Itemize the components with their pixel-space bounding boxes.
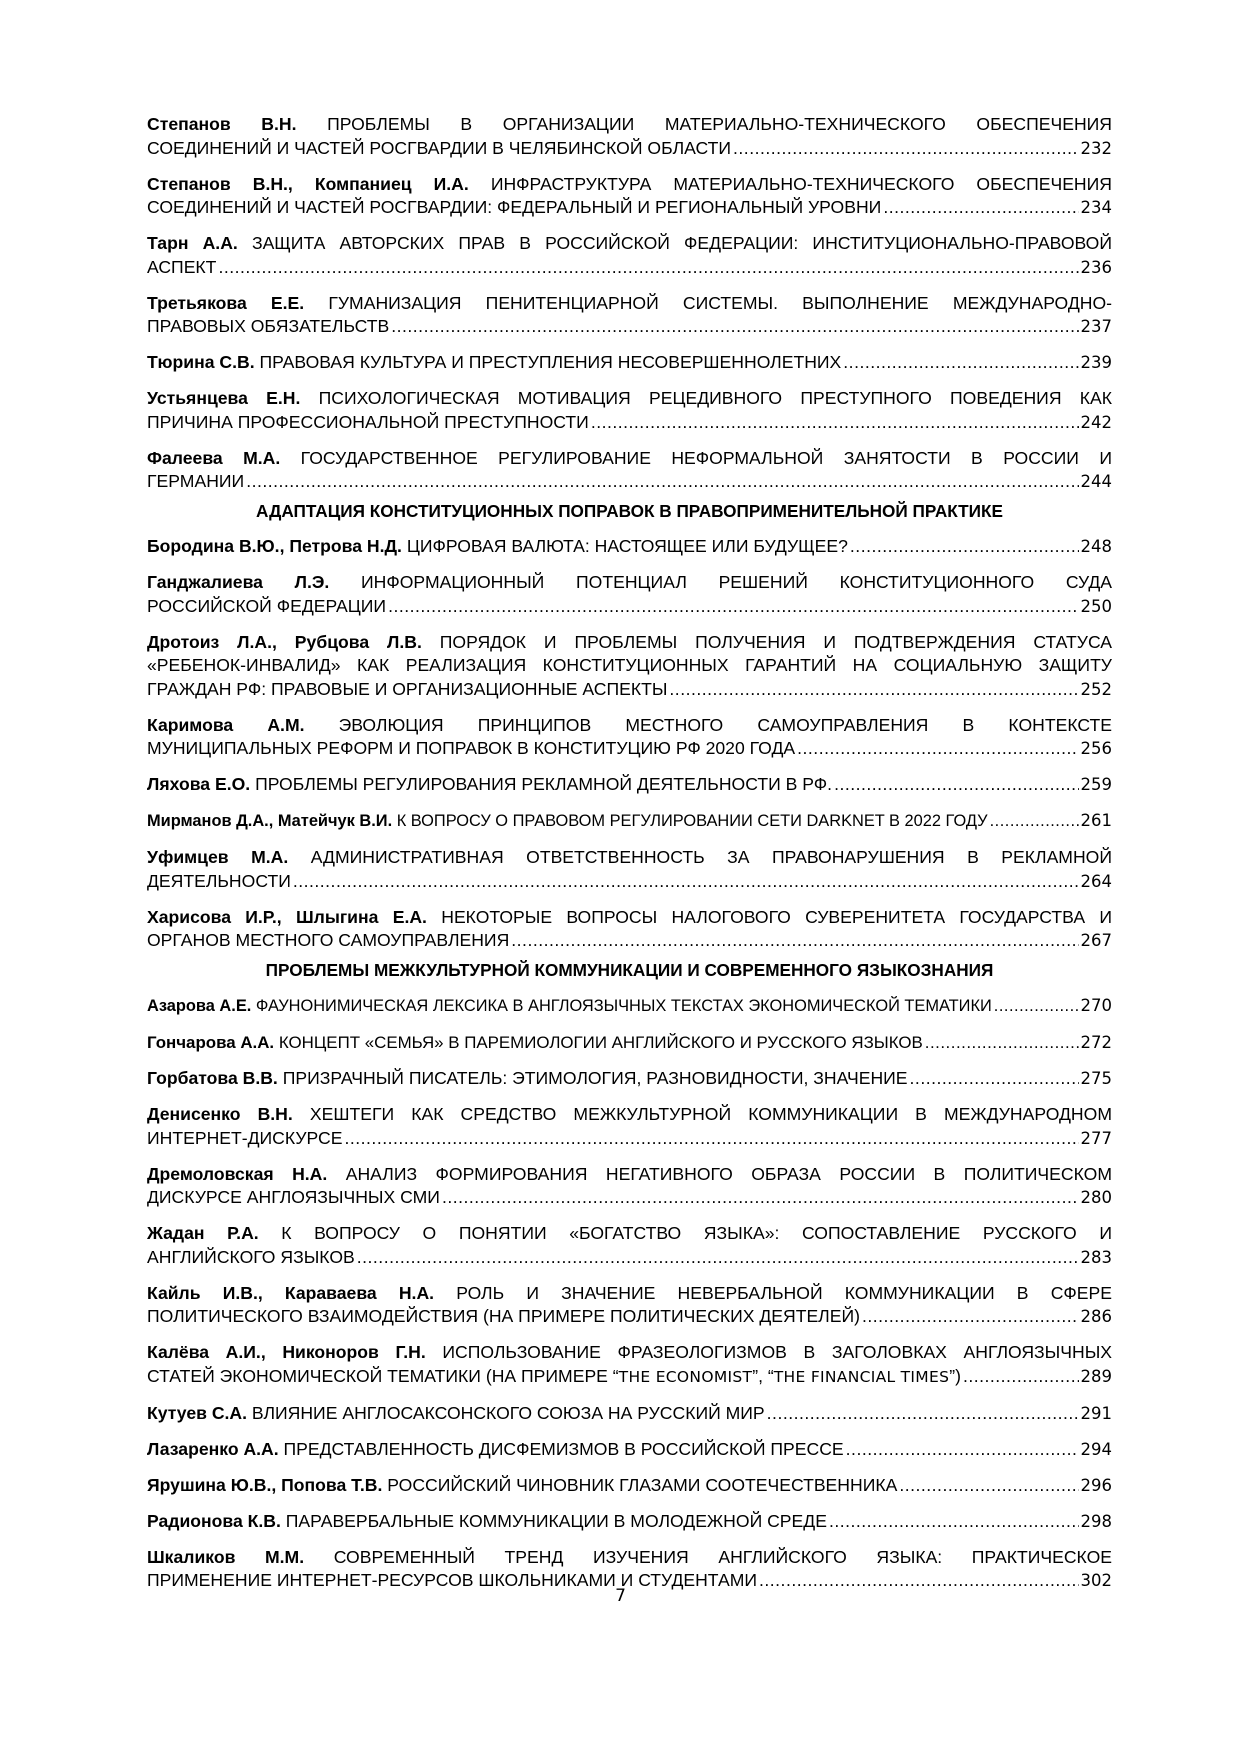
entry-authors: Бородина В.Ю., Петрова Н.Д. [147,536,402,556]
entry-authors: Устьянцева Е.Н. [147,388,301,408]
toc-entry [147,1510,1112,1534]
entry-title-continued: МУНИЦИПАЛЬНЫХ РЕФОРМ И ПОПРАВОК В КОНСТИТУЦИЮ РФ 2020 ГОДА [147,738,796,758]
entry-page-number: 259 [1080,775,1112,794]
toc-entry [147,1067,1112,1091]
entry-authors: Ганджалиева Л.Э. [147,572,330,592]
entry-page-number: 239 [1080,353,1112,372]
entry-page-number: 261 [1080,811,1112,830]
entry-title: ИСПОЛЬЗОВАНИЕ ФРАЗЕОЛОГИЗМОВ В ЗАГОЛОВКАХ АНГЛОЯЗЫЧНЫХ [442,1342,1113,1362]
entry-title: НЕКОТОРЫЕ ВОПРОСЫ НАЛОГОВОГО СУВЕРЕНИТЕТА ГОСУДАРСТВА И [441,906,1112,927]
dot-leader [591,411,1079,435]
entry-title-continued: ПОЛИТИЧЕСКОГО ВЗАИМОДЕЙСТВИЯ (НА ПРИМЕРЕ ПОЛИТИЧЕСКИХ ДЕЯТЕЛЕЙ) [147,1306,860,1326]
dot-leader [925,1031,1079,1055]
entry-page-number: 302 [1080,1571,1112,1590]
dot-leader [862,1305,1079,1329]
entry-title-continued: ПРАВОВЫХ ОБЯЗАТЕЛЬСТВ [147,316,390,336]
dot-leader [846,1438,1079,1462]
entry-page-number: 264 [1080,871,1112,891]
entry-page-number: 250 [1080,596,1112,616]
dot-leader [669,678,1078,702]
entry-page-number: 267 [1080,931,1112,950]
entry-title: ПАРАВЕРБАЛЬНЫЕ КОММУНИКАЦИИ В МОЛОДЕЖНОЙ СРЕДЕ [285,1510,827,1531]
entry-title-continued: СОЕДИНЕНИЙ И ЧАСТЕЙ РОСГВАРДИИ В ЧЕЛЯБИНСКОЙ ОБЛАСТИ [147,137,732,158]
toc-entry [147,1222,1112,1269]
toc-entry [147,447,1112,494]
dot-leader [767,1402,1079,1426]
entry-title: ПСИХОЛОГИЧЕСКАЯ МОТИВАЦИЯ РЕЦЕДИВНОГО ПРЕСТУПНОГО ПОВЕДЕНИЯ КАК [318,388,1112,408]
dot-leader [994,995,1079,1019]
entry-title: АНАЛИЗ ФОРМИРОВАНИЯ НЕГАТИВНОГО ОБРАЗА РОССИИ В ПОЛИТИЧЕСКОМ [345,1163,1112,1184]
entry-title: СОВРЕМЕННЫЙ ТРЕНД ИЗУЧЕНИЯ АНГЛИЙСКОГО ЯЗЫКА: ПРАКТИЧЕСКОЕ [333,1546,1113,1567]
entry-authors: Дротоиз Л.А., Рубцова Л.В. [147,631,422,652]
page-number: 7 [615,1586,626,1606]
toc-entry [147,232,1112,279]
entry-page-number: 283 [1080,1247,1112,1267]
entry-authors: Дремоловская Н.А. [147,1163,328,1184]
dot-leader [357,1246,1079,1270]
entry-title: К ВОПРОСУ О ПРАВОВОМ РЕГУЛИРОВАНИИ СЕТИ DARKNET В 2022 ГОДУ [396,812,988,830]
toc-entry [147,387,1112,434]
dot-leader [834,773,1078,797]
entry-title-continued: РОССИЙСКОЙ ФЕДЕРАЦИИ [147,595,387,616]
entry-title-continued: СОЕДИНЕНИЙ И ЧАСТЕЙ РОСГВАРДИИ: ФЕДЕРАЛЬНЫЙ И РЕГИОНАЛЬНЫЙ УРОВНИ [147,197,882,217]
entry-title-continued: ГЕРМАНИИ [147,471,245,491]
toc-entry [147,571,1112,618]
entry-authors: Фалеева М.А. [147,447,281,468]
entry-title-continued: АНГЛИЙСКОГО ЯЗЫКОВ [147,1246,355,1267]
entry-title: ГОСУДАРСТВЕННОЕ РЕГУЛИРОВАНИЕ НЕФОРМАЛЬНОЙ ЗАНЯТОСТИ В РОССИИ И [300,447,1112,468]
dot-leader [963,1365,1079,1389]
entry-title-continued: ДЕЯТЕЛЬНОСТИ [147,870,291,891]
entry-authors: Калёва А.И., Никоноров Г.Н. [147,1342,426,1362]
dot-leader [883,196,1078,220]
entry-page-number: 275 [1080,1069,1112,1088]
dot-leader [850,535,1079,559]
entry-title: ПРЕДСТАВЛЕННОСТЬ ДИСФЕМИЗМОВ В РОССИЙСКОЙ ПРЕССЕ [283,1438,844,1459]
entry-title: К ВОПРОСУ О ПОНЯТИИ «БОГАТСТВО ЯЗЫКА»: СОПОСТАВЛЕНИЕ РУССКОГО И [281,1223,1112,1243]
entry-authors: Шкаликов М.М. [147,1546,305,1567]
entry-page-number: 298 [1080,1511,1112,1531]
dot-leader [910,1067,1079,1091]
entry-page-number: 232 [1080,138,1112,158]
entry-title-continued: «РЕБЕНОК-ИНВАЛИД» КАК РЕАЛИЗАЦИЯ КОНСТИТУЦИОННЫХ ГАРАНТИЙ НА СОЦИАЛЬНУЮ ЗАЩИТУ [147,655,1112,675]
entry-title: АДМИНИСТРАТИВНАЯ ОТВЕТСТВЕННОСТЬ ЗА ПРАВОНАРУШЕНИЯ В РЕКЛАМНОЙ [310,847,1112,867]
entry-title: ХЕШТЕГИ КАК СРЕДСТВО МЕЖКУЛЬТУРНОЙ КОММУНИКАЦИИ В МЕЖДУНАРОДНОМ [309,1104,1112,1124]
entry-title: ИНФОРМАЦИОННЫЙ ПОТЕНЦИАЛ РЕШЕНИЙ КОНСТИТУЦИОННОГО СУДА [361,572,1113,592]
toc-entry [147,351,1112,375]
entry-page-number: 291 [1080,1403,1112,1423]
entry-title-continued: СТАТЕЙ ЭКОНОМИЧЕСКОЙ ТЕМАТИКИ (НА ПРИМЕРЕ “THE ECONOMIST”, “THE FINANCIAL TIMES”) [147,1365,961,1386]
toc-entry [147,631,1112,702]
entry-page-number: 286 [1080,1307,1112,1326]
toc-entry [147,1103,1112,1150]
dot-leader [511,929,1078,953]
entry-authors: Тюрина С.В. [147,352,255,372]
entry-page-number: 272 [1080,1033,1112,1052]
entry-title: ПРОБЛЕМЫ В ОРГАНИЗАЦИИ МАТЕРИАЛЬНО-ТЕХНИЧЕСКОГО ОБЕСПЕЧЕНИЯ [327,114,1113,134]
toc-entry [147,809,1112,834]
entry-page-number: 248 [1080,537,1112,556]
entry-authors: Жадан Р.А. [147,1223,259,1243]
toc-entry [147,906,1112,953]
toc-entry [147,1402,1112,1426]
entry-authors: Горбатова В.В. [147,1068,278,1088]
section-heading: ПРОБЛЕМЫ МЕЖКУЛЬТУРНОЙ КОММУНИКАЦИИ И СОВРЕМЕННОГО ЯЗЫКОЗНАНИЯ [265,960,994,980]
entry-title-continued: ОРГАНОВ МЕСТНОГО САМОУПРАВЛЕНИЯ [147,930,510,950]
entry-title: ПРАВОВАЯ КУЛЬТУРА И ПРЕСТУПЛЕНИЯ НЕСОВЕРШЕННОЛЕТНИХ [259,352,842,372]
entry-authors: Радионова К.В. [147,1510,281,1531]
entry-authors: Степанов В.Н., Компаниец И.А. [147,173,469,194]
entry-title: ПОРЯДОК И ПРОБЛЕМЫ ПОЛУЧЕНИЯ И ПОДТВЕРЖДЕНИЯ СТАТУСА [439,631,1112,652]
dot-leader [388,595,1078,619]
entry-title: ЭВОЛЮЦИЯ ПРИНЦИПОВ МЕСТНОГО САМОУПРАВЛЕНИЯ В КОНТЕКСТЕ [338,714,1112,735]
entry-title: ГУМАНИЗАЦИЯ ПЕНИТЕНЦИАРНОЙ СИСТЕМЫ. ВЫПОЛНЕНИЕ МЕЖДУНАРОДНО- [328,292,1113,313]
entry-title: РОССИЙСКИЙ ЧИНОВНИК ГЛАЗАМИ СООТЕЧЕСТВЕННИКА [387,1474,898,1495]
toc-entry [147,1163,1112,1210]
entry-title: РОЛЬ И ЗНАЧЕНИЕ НЕВЕРБАЛЬНОЙ КОММУНИКАЦИИ В СФЕРЕ [456,1282,1112,1303]
dot-leader [246,470,1078,494]
table-of-contents [147,113,1112,1605]
entry-title: ВЛИЯНИЕ АНГЛОСАКСОНСКОГО СОЮЗА НА РУССКИЙ МИР [251,1402,765,1423]
entry-title: КОНЦЕПТ «СЕМЬЯ» В ПАРЕМИОЛОГИИ АНГЛИЙСКОГО И РУССКОГО ЯЗЫКОВ [278,1033,923,1052]
entry-authors: Мирманов Д.А., Матейчук В.И. [147,812,393,830]
toc-entry [147,994,1112,1019]
entry-title-continued: АСПЕКТ [147,256,217,277]
dot-leader [797,737,1078,761]
toc-entry [147,113,1112,160]
entry-page-number: 294 [1080,1439,1112,1459]
entry-title-continued: ДИСКУРСЕ АНГЛОЯЗЫЧНЫХ СМИ [147,1187,440,1207]
entry-authors: Ляхова Е.О. [147,774,251,794]
dot-leader [990,810,1079,834]
entry-page-number: 244 [1080,472,1112,491]
entry-title-continued: ИНТЕРНЕТ-ДИСКУРСЕ [147,1127,343,1148]
entry-page-number: 252 [1080,679,1112,699]
entry-title-continued: ГРАЖДАН РФ: ПРАВОВЫЕ И ОРГАНИЗАЦИОННЫЕ АСПЕКТЫ [147,678,668,699]
entry-authors: Ярушина Ю.В., Попова Т.В. [147,1474,383,1495]
entry-authors: Харисова И.Р., Шлыгина Е.А. [147,906,427,927]
toc-entry [147,714,1112,761]
entry-page-number: 296 [1080,1475,1112,1495]
dot-leader [829,1510,1079,1534]
entry-authors: Каримова А.М. [147,714,305,735]
dot-leader [733,137,1078,161]
entry-title-continued: ПРИМЕНЕНИЕ ИНТЕРНЕТ-РЕСУРСОВ ШКОЛЬНИКАМИ И СТУДЕНТАМИ [147,1570,757,1590]
dot-leader [899,1474,1078,1498]
toc-entry [147,535,1112,559]
toc-entry [147,173,1112,220]
entry-page-number: 280 [1080,1188,1112,1207]
entry-authors: Тарн А.А. [147,233,238,253]
dot-leader [391,315,1078,339]
toc-entry [147,292,1112,339]
toc-entry [147,1474,1112,1498]
dot-leader [344,1127,1078,1151]
entry-page-number: 242 [1080,412,1112,432]
entry-authors: Уфимцев М.А. [147,847,289,867]
toc-entry [147,1031,1112,1055]
entry-authors: Кутуев С.А. [147,1402,248,1423]
entry-title: ПРИЗРАЧНЫЙ ПИСАТЕЛЬ: ЭТИМОЛОГИЯ, РАЗНОВИДНОСТИ, ЗНАЧЕНИЕ [282,1068,908,1088]
entry-title: ИНФРАСТРУКТУРА МАТЕРИАЛЬНО-ТЕХНИЧЕСКОГО ОБЕСПЕЧЕНИЯ [490,173,1112,194]
entry-page-number: 256 [1080,739,1112,758]
entry-authors: Степанов В.Н. [147,114,297,134]
entry-page-number: 236 [1080,257,1112,277]
entry-authors: Третьякова Е.Е. [147,292,305,313]
entry-page-number: 234 [1080,198,1112,217]
entry-page-number: 277 [1080,1128,1112,1148]
entry-title: ПРОБЛЕМЫ РЕГУЛИРОВАНИЯ РЕКЛАМНОЙ ДЕЯТЕЛЬНОСТИ В РФ. [255,774,833,794]
dot-leader [442,1186,1079,1210]
dot-leader [843,351,1078,375]
toc-entry [147,846,1112,893]
section-heading: АДАПТАЦИЯ КОНСТИТУЦИОННЫХ ПОПРАВОК В ПРАВОПРИМЕНИТЕЛЬНОЙ ПРАКТИКЕ [256,501,1003,521]
dot-leader [218,256,1078,280]
toc-entry [147,1341,1112,1389]
entry-title: ЗАЩИТА АВТОРСКИХ ПРАВ В РОССИЙСКОЙ ФЕДЕРАЦИИ: ИНСТИТУЦИОНАЛЬНО-ПРАВОВОЙ [251,233,1112,253]
entry-title: ФАУНОНИМИЧЕСКАЯ ЛЕКСИКА В АНГЛОЯЗЫЧНЫХ ТЕКСТАХ ЭКОНОМИЧЕСКОЙ ТЕМАТИКИ [255,997,992,1015]
entry-title-continued: ПРИЧИНА ПРОФЕССИОНАЛЬНОЙ ПРЕСТУПНОСТИ [147,411,589,432]
entry-title: ЦИФРОВАЯ ВАЛЮТА: НАСТОЯЩЕЕ ИЛИ БУДУЩЕЕ? [406,536,848,556]
toc-entry [147,1438,1112,1462]
entry-authors: Денисенко В.Н. [147,1104,293,1124]
toc-entry [147,1282,1112,1329]
entry-authors: Кайль И.В., Караваева Н.А. [147,1282,435,1303]
entry-authors: Лазаренко А.А. [147,1438,279,1459]
toc-entry [147,773,1112,797]
entry-authors: Гончарова А.А. [147,1033,275,1052]
entry-page-number: 237 [1080,317,1112,336]
dot-leader [293,870,1079,894]
entry-page-number: 270 [1080,996,1112,1015]
entry-page-number: 289 [1080,1366,1112,1386]
entry-authors: Азарова А.Е. [147,997,252,1015]
